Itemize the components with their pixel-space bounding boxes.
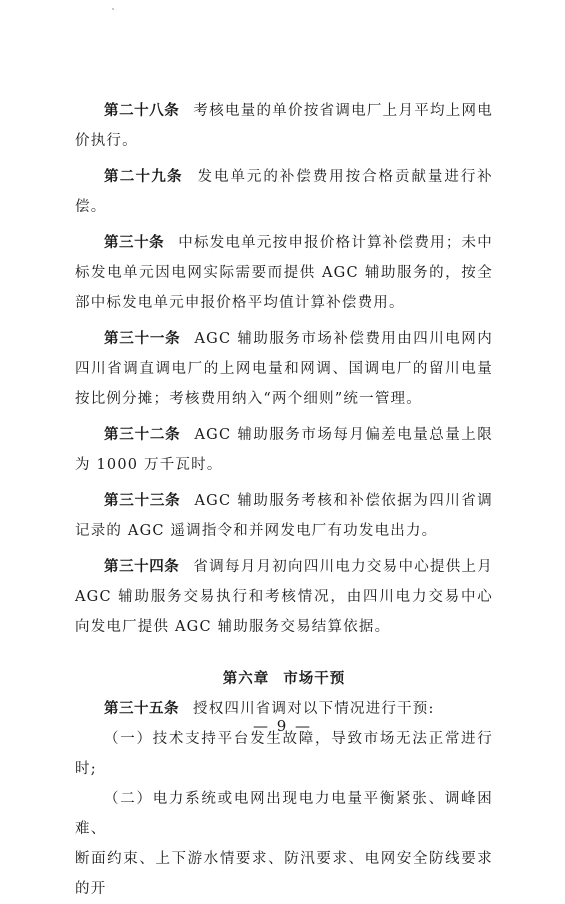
article-text: 考核电量的单价按省调电厂上月平均上网电价执行。: [75, 103, 493, 149]
article-text: AGC 辅助服务市场补偿费用由四川电网内四川省调直调电厂的上网电量和网调、国调电厂的留川电量按比例分摊；考核费用纳入“两个细则”统一管理。: [75, 331, 493, 407]
chapter-heading: [75, 664, 493, 694]
article-number: 第三十五条: [104, 701, 179, 717]
article-text: 省调每月月初向四川电力交易中心提供上月 AGC 辅助服务交易执行和考核情况，由四川电力交易中心向发电厂提供 AGC 辅助服务交易结算依据。: [75, 559, 493, 635]
article-text: 授权四川省调对以下情况进行干预:: [193, 701, 435, 717]
article-number: 第二十八条: [104, 103, 180, 119]
article-29: [75, 162, 493, 222]
article-number: 第三十条: [104, 235, 165, 251]
scan-speck: [112, 8, 114, 10]
article-text: AGC 辅助服务考核和补偿依据为四川省调记录的 AGC 遥调指令和并网发电厂有功发电出力。: [75, 493, 493, 539]
article-30: [75, 228, 493, 318]
article-text: 中标发电单元按申报价格计算补偿费用；未中标发电单元因电网实际需要而提供 AGC 辅助服务的，按全部中标发电单元申报价格平均值计算补偿费用。: [75, 235, 494, 311]
article-number: 第三十三条: [104, 493, 181, 509]
article-34: [75, 552, 493, 642]
article-text: AGC 辅助服务市场每月偏差电量总量上限为 1000 万千瓦时。: [75, 427, 493, 473]
list-item-2-continuation: 断面约束、上下游水情要求、防汛要求、电网安全防线要求的开: [75, 851, 493, 897]
article-number: 第三十二条: [104, 427, 181, 443]
chapter-title: 市场干预: [283, 671, 346, 687]
article-32: [75, 420, 493, 480]
list-item-2: （二）电力系统或电网出现电力电量平衡紧张、调峰困难、: [75, 791, 493, 837]
page-number: — 9 —: [252, 717, 313, 735]
article-number: 第三十四条: [104, 559, 180, 575]
article-31: [75, 324, 493, 414]
list-item-1: （一）技术支持平台发生故障，导致市场无法正常进行时;: [75, 731, 493, 777]
article-number: 第二十九条: [104, 169, 183, 185]
article-number: 第三十一条: [104, 331, 181, 347]
article-28: [75, 96, 493, 156]
article-33: [75, 486, 493, 546]
page-body: [75, 96, 493, 904]
chapter-number: 第六章: [222, 671, 270, 687]
article-text: 发电单元的补偿费用按合格贡献量进行补偿。: [75, 169, 493, 215]
